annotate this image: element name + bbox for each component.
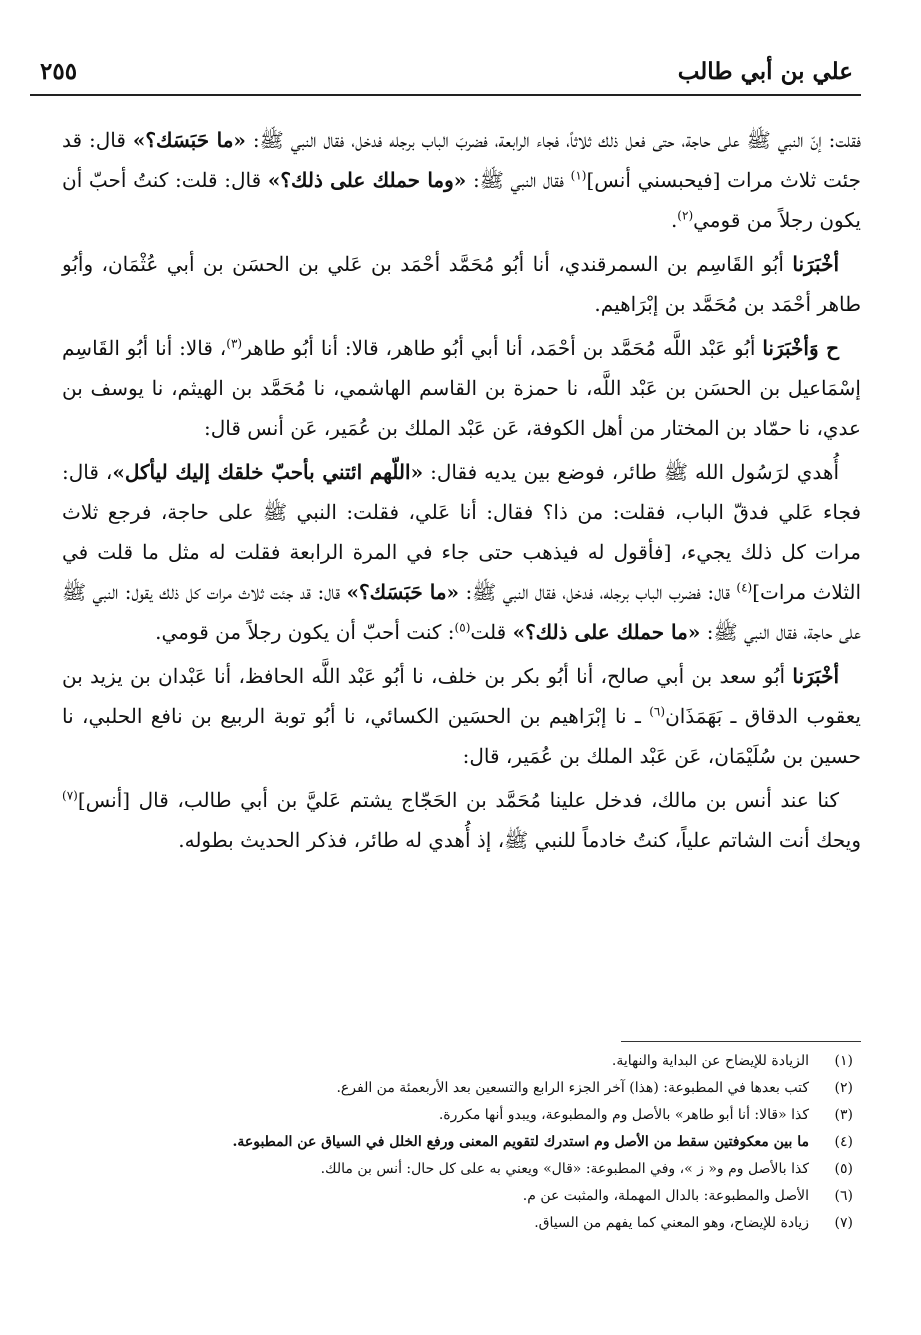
- footnote-text: كذا «قالا: أنا أبو طاهر» بالأصل وم والمطبوعة، ويبدو أنها مكررة.: [438, 1107, 809, 1123]
- text-run: أبُو عَبْد اللَّه مُحَمَّد بن أحْمَد، أنا أبي أبُو طاهر، قالا: أنا أبُو طاهر: [242, 336, 763, 360]
- quoted-speech: «اللّهم ائتني بأحبّ خلقك إليك ليأكل»: [112, 460, 424, 484]
- text-run: فقال النبي ﷺ:: [466, 168, 571, 192]
- isnad-keyword: أخْبَرَنا: [792, 252, 839, 276]
- isnad-keyword: ح وَأخْبَرَنا: [762, 336, 839, 360]
- footnote-number: (٥): [834, 1161, 853, 1177]
- footnote-item: [62, 1129, 861, 1156]
- text-run: قلت: [470, 620, 513, 644]
- text-run: ويحك أنت الشاتم علياً، كنتُ خادماً للنبي ﷺ، إذ أُهدي له طائر، فذكر الحديث بطوله.: [178, 828, 861, 852]
- paragraph-3: [62, 328, 861, 448]
- footnote-text: ما بين معكوفتين سقط من الأصل وم استدرك لتقويم المعنى ورفع الخلل في السياق عن المطبوعة.: [232, 1134, 809, 1150]
- text-run: أُهدي لرَسُول الله ﷺ طائر، فوضع بين يديه فقال:: [423, 460, 839, 484]
- footnote-item: [62, 1075, 861, 1102]
- footnote-number: (٣): [834, 1107, 853, 1123]
- footnote-ref: (٧): [62, 788, 78, 803]
- text-run: ـ نا إبْرَاهيم بن الحسَين الكسائي، نا أبُو توبة الربيع بن نافع الحلبي، نا حسين بن سُلَيْمَان، عَن عَبْد الملك بن عُمَير، قال:: [62, 704, 861, 768]
- footnote-ref: (٤): [736, 580, 753, 595]
- header-divider: [30, 94, 861, 96]
- quoted-speech: «وما حملك على ذلك؟»: [267, 168, 467, 192]
- footnote-item: [62, 1048, 861, 1075]
- text-run: : كنت أحبّ أن يكون رجلاً من قومي.: [155, 620, 455, 644]
- quoted-speech: «ما حَبَسَك؟»: [346, 580, 460, 604]
- text-run: أبُو القَاسِم بن السمرقندي، أنا أبُو مُحَمَّد أحْمَد بن عَلي بن الحسَن بن أبي عُثْمَان، وأبُو طاهر أحْمَد بن مُحَمَّد بن إبْرَاهيم.: [62, 252, 861, 316]
- footnote-number: (٧): [834, 1215, 853, 1231]
- text-run: كنا عند أنس بن مالك، فدخل علينا مُحَمَّد بن الحَجّاج يشتم عَليَّ بن أبي طالب، قال [أنس]: [77, 788, 839, 812]
- text-run: فقلت: إنّ النبي ﷺ على حاجة، حتى فعل ذلك ثلاثاً، فجاء الرابعة، فضربَ الباب برجله فدخل، فقال النبي ﷺ:: [245, 128, 861, 152]
- footnote-number: (٦): [834, 1188, 853, 1204]
- paragraph-4: [62, 452, 861, 652]
- running-title: علي بن أبي طالب: [677, 58, 853, 85]
- quoted-speech: «ما حملك على ذلك؟»: [512, 620, 701, 644]
- footnote-ref: (١): [570, 168, 587, 183]
- quoted-speech: «ما حَبَسَك؟»: [132, 128, 246, 152]
- footnote-item: [62, 1156, 861, 1183]
- footnote-text: زيادة للإيضاح، وهو المعني كما يفهم من السياق.: [534, 1215, 809, 1231]
- text-run: .: [670, 208, 678, 232]
- text-run: ، قال: فجاء عَلي فدقّ الباب، فقلت: من ذا؟ فقال: أنا عَلي، فقلت: النبي ﷺ على حاجة، فرجع ثلاث مرات كل ذلك يجيء، [فأقول له فيذهب حتى جاء في المرة الرابعة فقلت له مثل ما قلت في الثلاث مرات]: [62, 460, 862, 604]
- footnote-number: (٢): [834, 1080, 853, 1096]
- footnote-text: كتب بعدها في المطبوعة: (هذا) آخر الجزء الرابع والتسعين بعد الأربعمئة من الفرع.: [336, 1080, 809, 1096]
- paragraph-2: [62, 244, 861, 324]
- footnote-item: [62, 1210, 861, 1237]
- footnote-number: (٤): [834, 1134, 853, 1150]
- footnote-text: الزيادة للإيضاح عن البداية والنهاية.: [611, 1053, 809, 1069]
- footnote-number: (١): [834, 1053, 853, 1069]
- footnote-text: الأصل والمطبوعة: بالدال المهملة، والمثبت عن م.: [522, 1188, 809, 1204]
- paragraph-6: [62, 780, 861, 860]
- text-run: قال: فضرب الباب برجله، فدخل، فقال النبي ﷺ:: [459, 580, 737, 604]
- footnote-item: [62, 1183, 861, 1210]
- text-run: ، قالا: أنا أبُو القَاسِم إسْمَاعيل بن الحسَن بن عَبْد اللَّه، نا حمزة بن القاسم الهاشمي، نا مُحَمَّد بن الهيثم، نا يوسف بن عدي، نا حمّاد بن المختار من أهل الكوفة، عَن عَبْد الملك بن عُمَير، عَن أنس قال:: [62, 336, 861, 440]
- footnote-ref: (٣): [226, 336, 243, 351]
- page-number: ٢٥٥: [40, 58, 78, 85]
- page-header: [30, 58, 861, 92]
- footnote-ref: (٦): [649, 704, 666, 719]
- footnote-ref: (٢): [677, 208, 694, 223]
- text-run: قال: قد جئت ثلاث مرات كل ذلك يقول: النبي ﷺ على حاجة، فقال النبي ﷺ:: [62, 580, 861, 644]
- isnad-keyword: أخْبَرَنا: [792, 664, 839, 688]
- footnote-text: كذا بالأصل وم و« ز »، وفي المطبوعة: «قال» ويعني به على كل حال: أنس بن مالك.: [320, 1161, 809, 1177]
- footnote-ref: (٥): [454, 620, 471, 635]
- footnote-divider: [621, 1041, 861, 1042]
- paragraph-1: [62, 120, 861, 240]
- text-run: قال: قلت: كنتُ أحبّ أن يكون رجلاً من قومي: [62, 168, 861, 232]
- footnote-item: [62, 1102, 861, 1129]
- main-text: [62, 120, 861, 864]
- footnotes: [62, 1048, 861, 1237]
- paragraph-5: [62, 656, 861, 776]
- text-run: قال: قد جئت ثلاث مرات [فيحبسني أنس]: [62, 128, 861, 192]
- text-run: أبُو سعد بن أبي صالح، أنا أبُو بكر بن خلف، نا أبُو عَبْد اللَّه الحافظ، أنا عَبْدان بن يزيد بن يعقوب الدقاق ـ بَهَمَذَان: [62, 664, 861, 728]
